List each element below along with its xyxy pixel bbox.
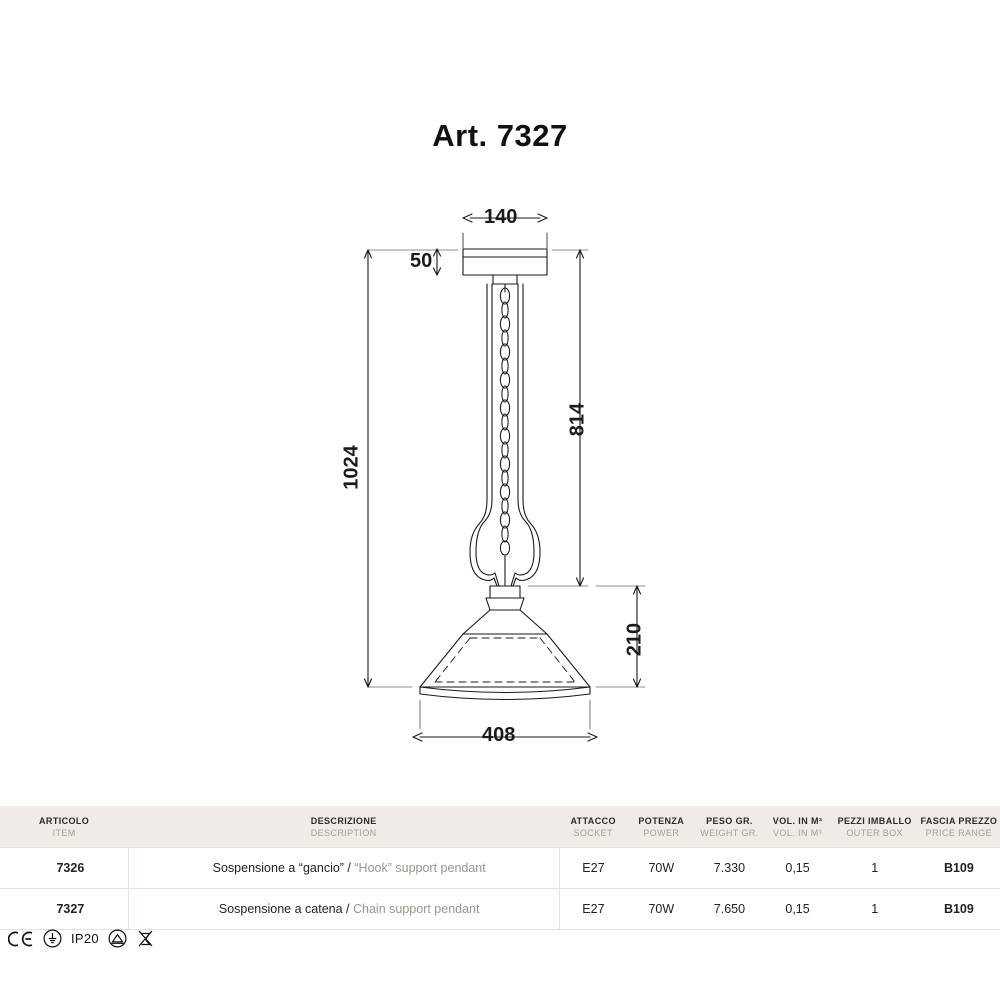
cell-description: Sospensione a “gancio” / “Hook” support pendant [128, 848, 559, 889]
header-power: POTENZA POWER [627, 806, 695, 848]
header-volume: VOL. IN M³ VOL. IN M³ [763, 806, 831, 848]
dimension-top-width: 140 [484, 206, 518, 228]
ip-rating-label: IP20 [71, 931, 99, 946]
cell-socket: E27 [559, 889, 627, 930]
no-glow-wire-icon [136, 928, 155, 949]
cell-volume: 0,15 [763, 848, 831, 889]
header-item: ARTICOLO ITEM [0, 806, 128, 848]
cell-description: Sospensione a catena / Chain support pendant [128, 889, 559, 930]
specification-table [0, 806, 1000, 930]
cell-price-range: B109 [918, 889, 1000, 930]
header-outer-box: PEZZI IMBALLO OUTER BOX [832, 806, 918, 848]
certification-icons [8, 928, 155, 949]
cell-price-range: B109 [918, 848, 1000, 889]
class-1-earth-icon [43, 929, 62, 948]
ce-mark-icon [8, 930, 34, 948]
cell-item: 7327 [0, 889, 128, 930]
table-row[interactable] [0, 889, 1000, 930]
cell-socket: E27 [559, 848, 627, 889]
cell-volume: 0,15 [763, 889, 831, 930]
cell-outer-box: 1 [832, 889, 918, 930]
page-title: Art. 7327 [432, 118, 568, 153]
dimension-shade-height: 210 [623, 622, 646, 657]
header-price-range: FASCIA PREZZO PRICE RANGE [918, 806, 1000, 848]
cell-item: 7326 [0, 848, 128, 889]
dimension-canopy-height: 50 [410, 250, 433, 272]
cell-power: 70W [627, 848, 695, 889]
header-description: DESCRIZIONE DESCRIPTION [128, 806, 559, 848]
header-weight: PESO GR. WEIGHT GR. [695, 806, 763, 848]
cell-outer-box: 1 [832, 848, 918, 889]
cell-power: 70W [627, 889, 695, 930]
table-header-row [0, 806, 1000, 848]
cell-weight: 7.650 [695, 889, 763, 930]
table-row[interactable] [0, 848, 1000, 889]
dimension-shade-diameter: 408 [482, 724, 516, 746]
cell-weight: 7.330 [695, 848, 763, 889]
dimension-chain-length: 814 [566, 402, 589, 437]
header-socket: ATTACCO SOCKET [559, 806, 627, 848]
dimension-total-height: 1024 [340, 445, 363, 490]
mounting-surface-icon [108, 929, 127, 948]
